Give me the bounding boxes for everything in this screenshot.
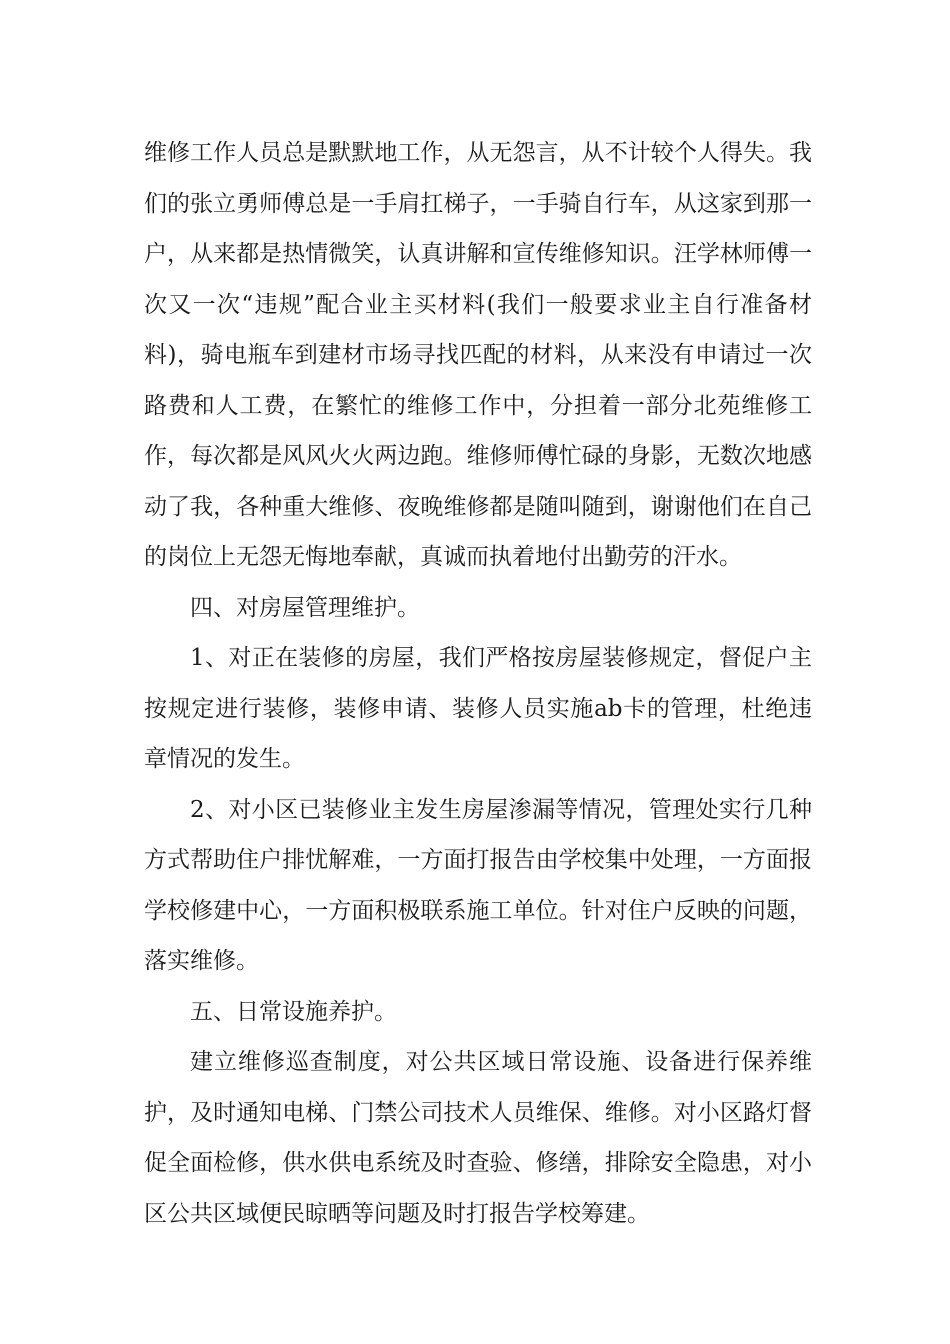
paragraph-leak-handling: 2、对小区已装修业主发生房屋渗漏等情况，管理处实行几种方式帮助住户排忧解难，一方面打报告由学校集中处理，一方面报学校修建中心，一方面积极联系施工单位。针对住户反映的问题，落实维修。 xyxy=(144,796,812,974)
section-heading-housing-maintenance: 四、对房屋管理维护。 xyxy=(190,594,420,621)
paragraph-renovation-management: 1、对正在装修的房屋，我们严格按房屋装修规定，督促户主按规定进行装修，装修申请、装修人员实施ab卡的管理，杜绝违章情况的发生。 xyxy=(144,645,812,772)
section-heading-facility-upkeep: 五、日常设施养护。 xyxy=(190,998,397,1025)
paragraph-inspection-system: 建立维修巡查制度，对公共区域日常设施、设备进行保养维护，及时通知电梯、门禁公司技术人员维保、维修。对小区路灯督促全面检修，供水供电系统及时查验、修缮，排除安全隐患，对小区公共区域便民晾晒等问题及时打报告学校筹建。 xyxy=(144,1049,812,1227)
document-body xyxy=(144,128,812,1239)
paragraph-maintenance-staff: 维修工作人员总是默默地工作，从无怨言，从不计较个人得失。我们的张立勇师傅总是一手肩扛梯子，一手骑自行车，从这家到那一户，从来都是热情微笑，认真讲解和宣传维修知识。汪学林师傅一次又一次“违规”配合业主买材料(我们一般要求业主自行准备材料)，骑电瓶车到建材市场寻找匹配的材料，从来没有申请过一次路费和人工费，在繁忙的维修工作中，分担着一部分北苑维修工作，每次都是风风火火两边跑。维修师傅忙碌的身影，无数次地感动了我，各种重大维修、夜晚维修都是随叫随到，谢谢他们在自己的岗位上无怨无悔地奉献，真诚而执着地付出勤劳的汗水。 xyxy=(144,140,812,570)
